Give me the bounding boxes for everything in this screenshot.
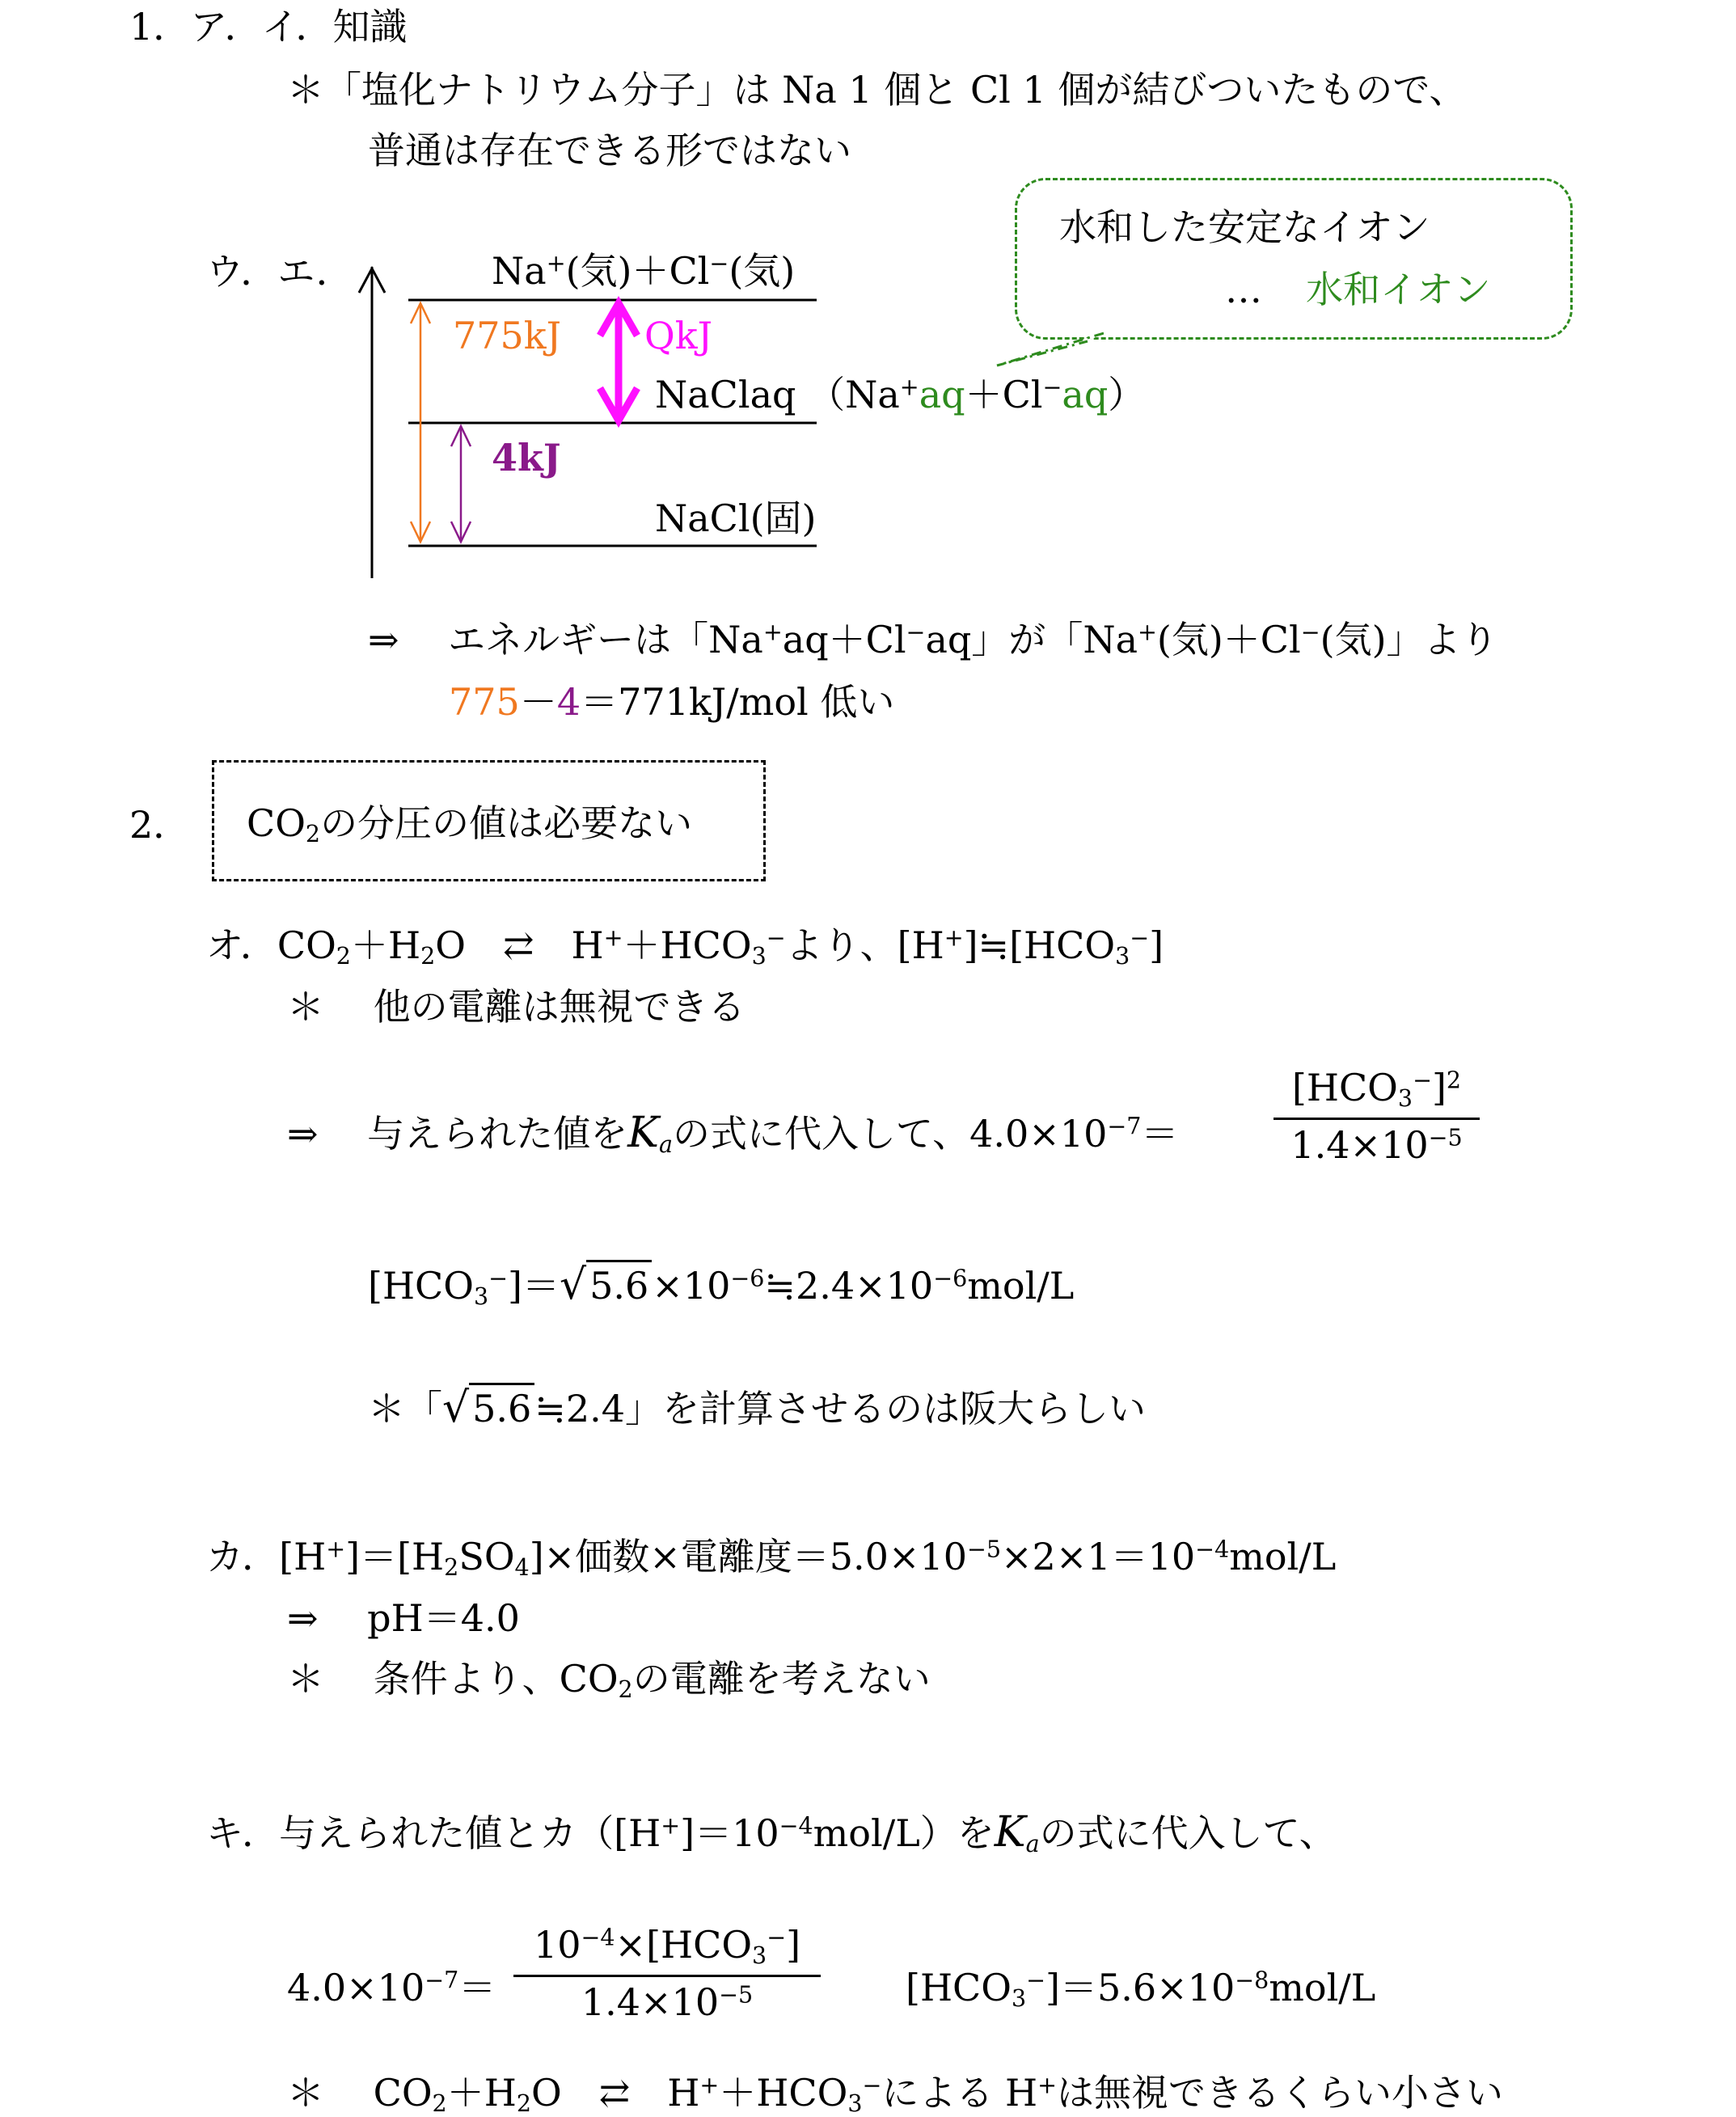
q1-conclusion-line2: 775－4＝771kJ/mol 低い (449, 680, 895, 724)
ki-answer: $[HCO_3^-]=5.6\times 10^{-8}mol/L$ (906, 1966, 1376, 2013)
ki-intro: キ．与えられた値とカ$([H^+]=10^{-4}mol/L)$を$K_a$の式に代入して、 (206, 1808, 1337, 1858)
ki-equation-lhs: $4.0\times 10^{-7}=$ (287, 1966, 496, 2009)
o-result: $[HCO_3^-]=√5.6\times 10^{-6}≒2.4\times 10^{-6}mol/L$ (368, 1261, 1075, 1311)
bubble-dots: … (1225, 268, 1262, 311)
arrow-4kj-label: 4kJ (492, 436, 561, 480)
bubble-line2: 水和イオン (1306, 268, 1491, 311)
level-solid-label: NaCl(固) (655, 497, 817, 540)
o-fraction (1273, 1066, 1480, 1167)
ki-fraction (513, 1923, 821, 2024)
level-aq-label: NaClaq （Na+aq＋Cl−aq） (655, 373, 1146, 416)
hydration-bubble (1015, 178, 1573, 340)
ki-fraction-denominator: $1.4\times 10^{-5}$ (581, 1980, 754, 2024)
arrow-775kj-label: 775kJ (453, 314, 562, 357)
arrow-4kj (451, 426, 471, 542)
q1-note-line1: ＊「塩化ナトリウム分子」は Na 1 個と Cl 1 個が結びついたもので、 (287, 68, 1467, 112)
bubble-line1: 水和した安定なイオン (1059, 205, 1430, 249)
o-fraction-numerator: $[HCO_3^-]^2$ (1291, 1066, 1462, 1113)
o-remark: ＊「√5.6≒2.4」を計算させるのは阪大らしい (368, 1384, 1146, 1432)
arrow-q-label: QkJ (644, 314, 713, 357)
q1-conclusion-line1: ⇒ エネルギーは「Na+aq＋Cl−aq」が「Na+(気)＋Cl−(気)」より (368, 618, 1498, 661)
level-gas-label: Na+(気)＋Cl−(気) (492, 249, 796, 293)
q2-heading: 2． (129, 803, 191, 847)
bubble-tail (990, 332, 1104, 380)
ka-note: ＊ 条件より、$CO_2$の電離を考えない (287, 1657, 931, 1704)
ki-note: ＊ $CO_2+H_2O$ ⇄ $H^++HCO_3^-$による H+は無視できるくらい小さい (287, 2071, 1504, 2117)
q1-ue-label: ウ．エ． (206, 250, 353, 294)
ka-equation: カ．$[H^+]=[H_2SO_4]\times$価数×電離度$=5.0\times 10^{-5}\times 2\times 1=10^{-4}mol/L$ (206, 1535, 1337, 1582)
arrow-q (600, 303, 637, 420)
ka-ph: ⇒ pH＝4.0 (287, 1596, 520, 1640)
q1-heading: 1．ア．イ．知識 (129, 5, 408, 49)
q1-note-line2: 普通は存在できる形ではない (368, 129, 851, 172)
ki-fraction-numerator: $10^{-4}\times[HCO_3^-]$ (533, 1923, 801, 1970)
o-fraction-denominator: $1.4\times 10^{-5}$ (1290, 1122, 1463, 1167)
q2-boxed-text: $CO_2$の分圧の値は必要ない (247, 801, 693, 848)
o-note: ＊ 他の電離は無視できる (287, 985, 746, 1029)
o-substitution: ⇒ 与えられた値を$K_a$の式に代入して、$4.0\times 10^{-7}=$ (287, 1109, 1179, 1159)
o-equation: オ．$CO_2+H_2O$ ⇄ $H^++HCO_3^-$より、$[H^+]≒[HCO_3^-]$ (206, 923, 1164, 970)
